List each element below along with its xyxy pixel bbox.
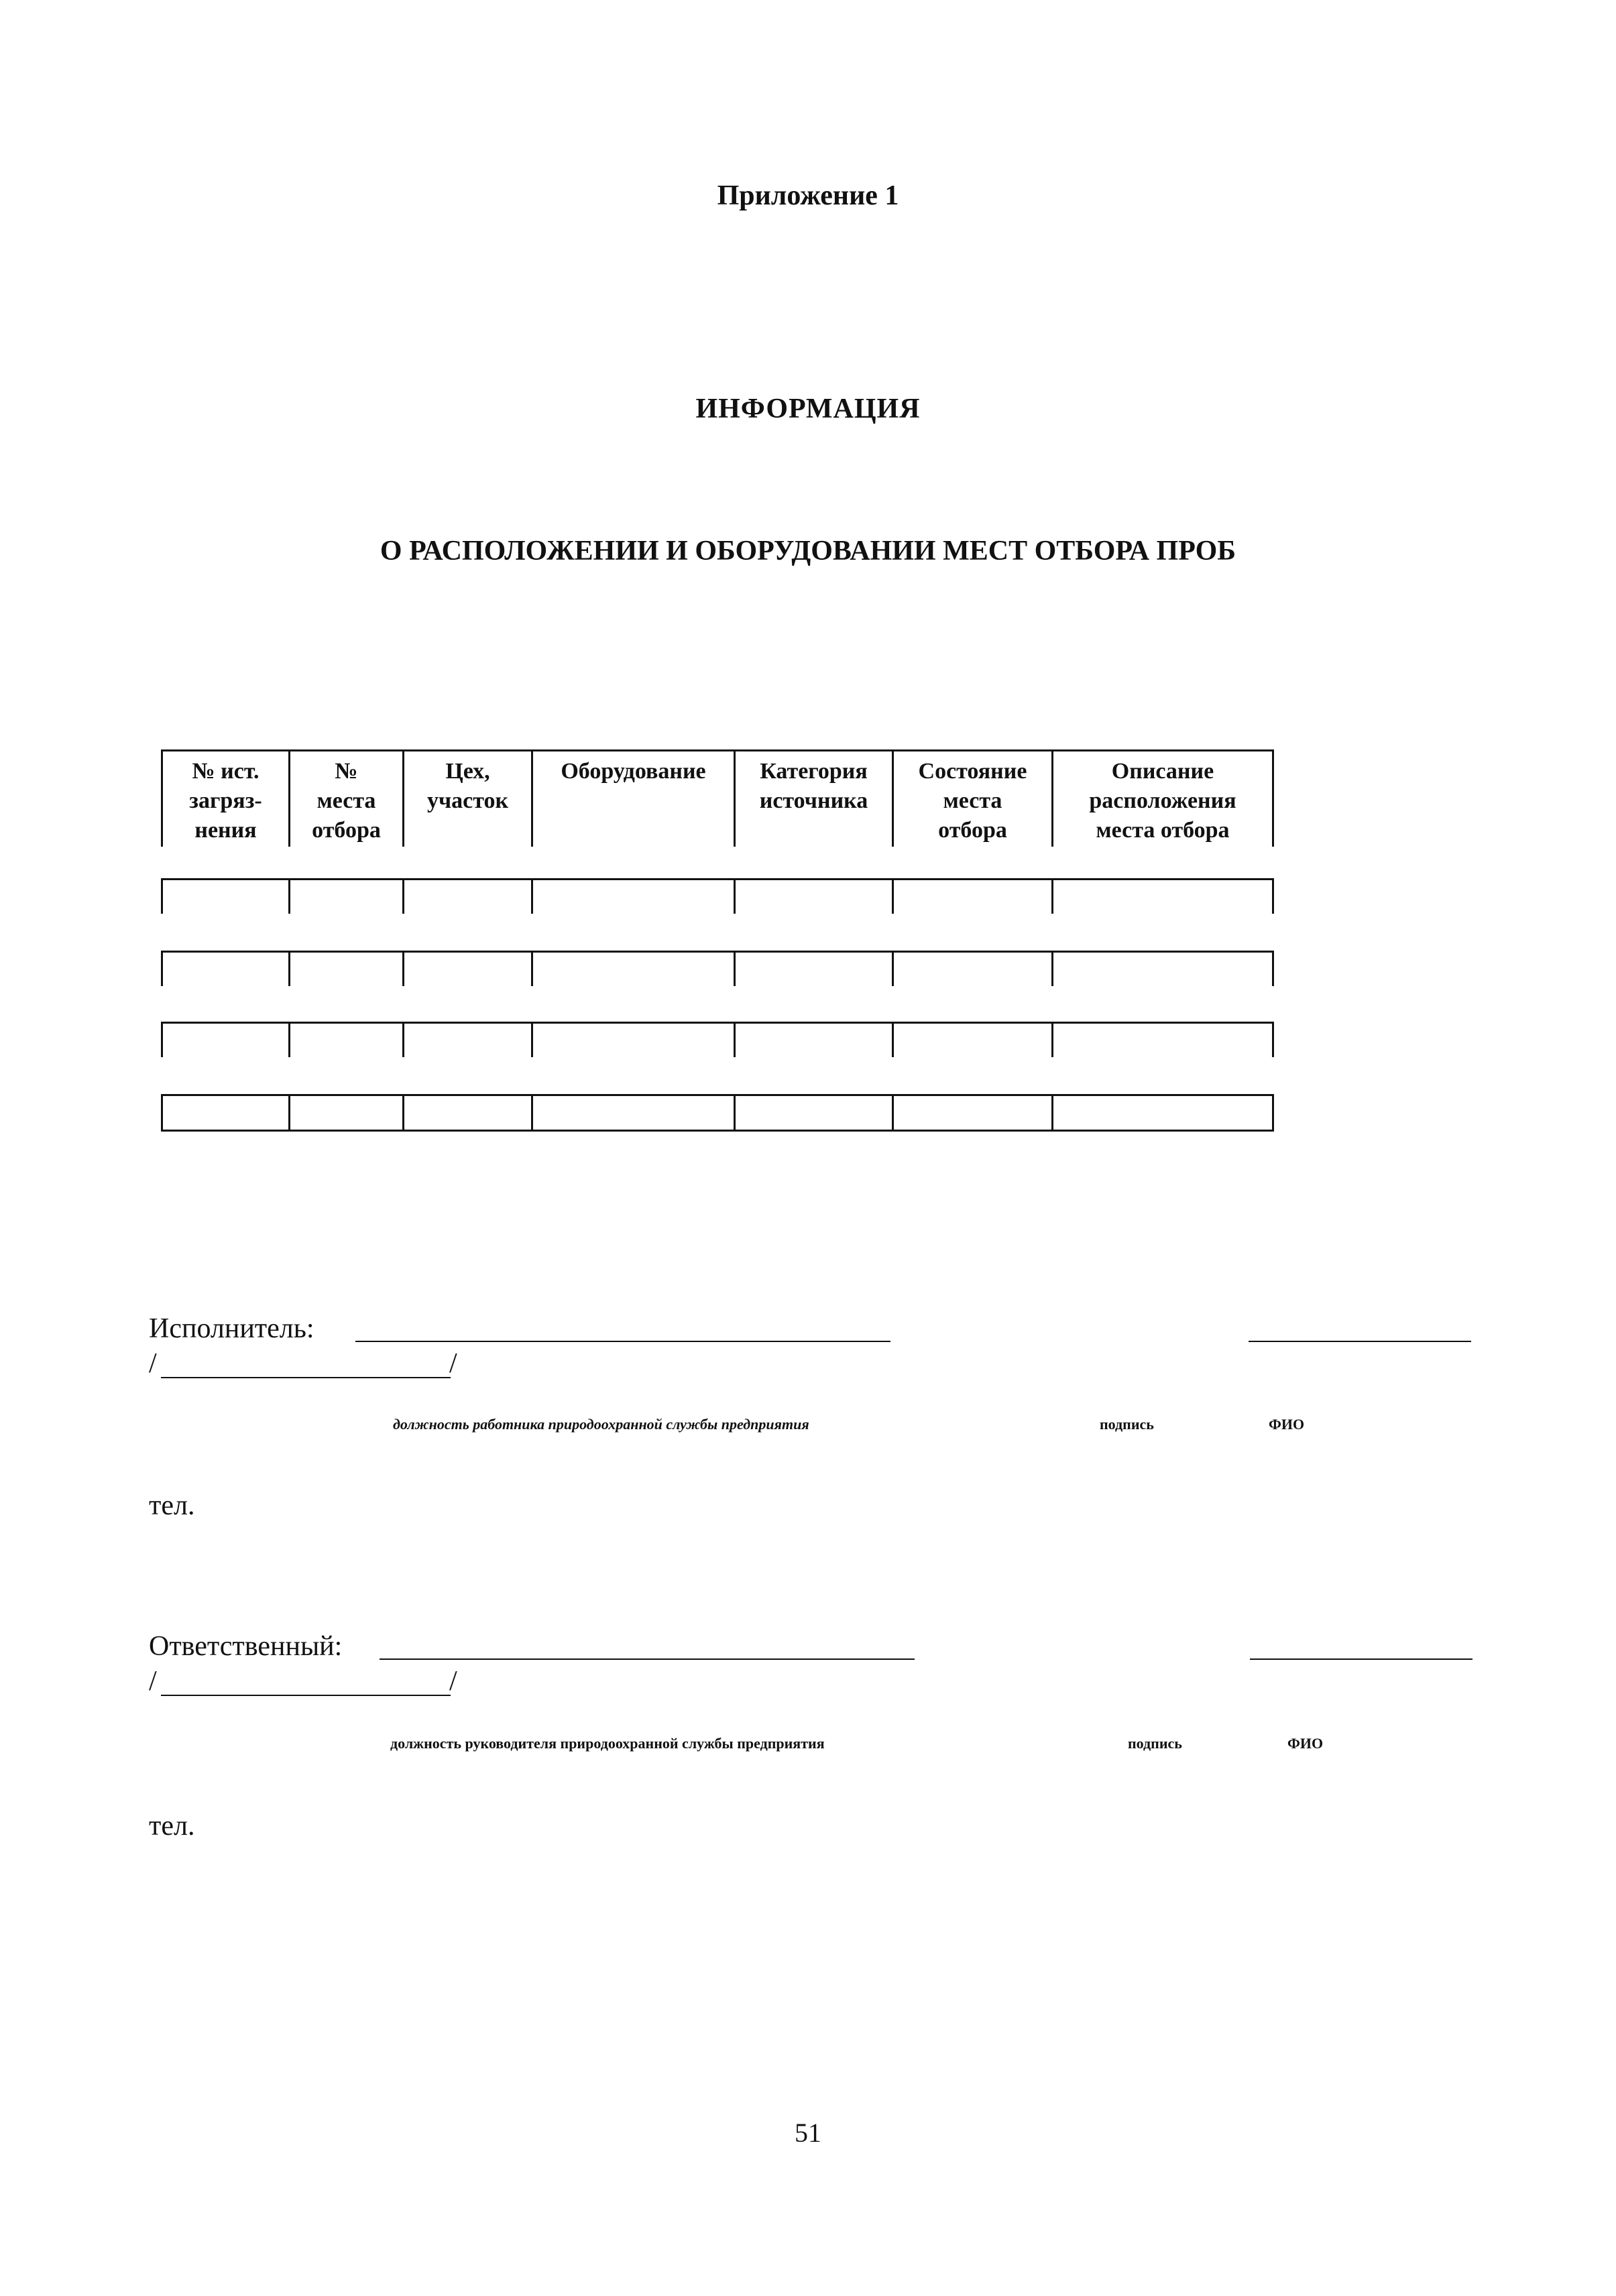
table-cell[interactable] [402,953,531,986]
table-cell[interactable] [531,1024,734,1057]
executor-fio-line[interactable] [161,1377,451,1378]
responsible-fio-slash-left: / [149,1666,157,1697]
table-cell[interactable] [161,953,288,986]
responsible-signature-caption: подпись [1128,1735,1182,1752]
table-header-cell: Оборудование [531,751,734,847]
executor-signature-caption: подпись [1100,1416,1154,1433]
table-cell[interactable] [161,1096,288,1130]
responsible-fio-caption: ФИО [1287,1735,1324,1752]
appendix-label: Приложение 1 [717,180,899,211]
table-header-cell: Описание расположения места отбора [1051,751,1274,847]
executor-fio-caption: ФИО [1269,1416,1305,1433]
table-row [161,1094,1274,1132]
table-cell[interactable] [734,1096,892,1130]
table-cell[interactable] [402,1096,531,1130]
executor-position-line[interactable] [355,1341,890,1342]
table-cell[interactable] [1051,1096,1274,1130]
page-subtitle: О РАСПОЛОЖЕНИИ И ОБОРУДОВАНИИ МЕСТ ОТБОРА ПРОБ [380,536,1236,566]
executor-signature-line[interactable] [1249,1341,1471,1342]
table-header-cell: Цех, участок [402,751,531,847]
table-cell[interactable] [161,1024,288,1057]
table-cell[interactable] [288,953,402,986]
table-row [161,951,1274,986]
table-cell[interactable] [531,880,734,914]
table-cell[interactable] [288,880,402,914]
executor-fio-slash-right: / [449,1348,457,1379]
table-row [161,1022,1274,1057]
table-cell[interactable] [892,953,1051,986]
table-cell[interactable] [1051,880,1274,914]
responsible-fio-line[interactable] [161,1695,451,1696]
responsible-fio-slash-right: / [449,1666,457,1697]
table-cell[interactable] [161,880,288,914]
responsible-position-caption: должность руководителя природоохранной службы предприятия [390,1735,825,1752]
executor-fio-slash-left: / [149,1348,157,1379]
table-cell[interactable] [734,880,892,914]
table-cell[interactable] [531,1096,734,1130]
table-cell[interactable] [402,1024,531,1057]
table-cell[interactable] [892,1096,1051,1130]
responsible-label: Ответственный: [149,1631,343,1662]
table-cell[interactable] [892,880,1051,914]
responsible-signature-line[interactable] [1250,1658,1473,1660]
executor-label: Исполнитель: [149,1313,314,1344]
table-cell[interactable] [734,953,892,986]
table-header-cell: № ист. загряз- нения [161,751,288,847]
page-number: 51 [795,2118,821,2148]
table-cell[interactable] [1051,1024,1274,1057]
responsible-position-line[interactable] [380,1658,915,1660]
table-header-cell: Состояние места отбора [892,751,1051,847]
responsible-tel-label: тел. [149,1811,195,1841]
table-cell[interactable] [402,880,531,914]
table-header-cell: № места отбора [288,751,402,847]
table-cell[interactable] [1051,953,1274,986]
table-header-row [161,749,1274,847]
page-title: ИНФОРМАЦИЯ [695,394,921,424]
executor-tel-label: тел. [149,1490,195,1521]
table-cell[interactable] [892,1024,1051,1057]
table-cell[interactable] [288,1096,402,1130]
table-row [161,878,1274,914]
table-cell[interactable] [734,1024,892,1057]
table-cell[interactable] [288,1024,402,1057]
table-cell[interactable] [531,953,734,986]
executor-position-caption: должность работника природоохранной службы предприятия [393,1416,809,1433]
table-header-cell: Категория источника [734,751,892,847]
